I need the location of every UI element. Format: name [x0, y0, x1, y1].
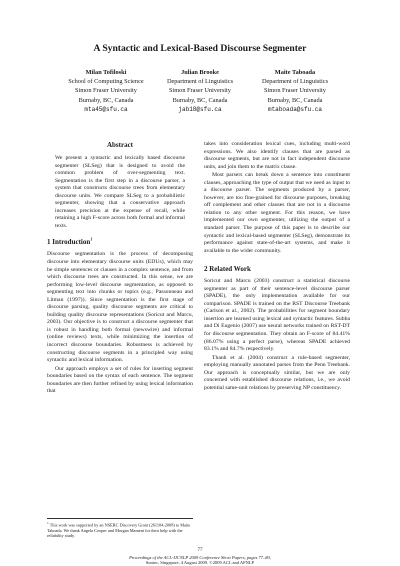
author-university: Simon Fraser University: [264, 87, 326, 95]
author-email: jab18@sfu.ca: [178, 105, 222, 113]
introduction-paragraph: Most parsers can break down a sentence into constituent clauses, approaching the type of output that we need as input to a discourse parser. The segments produced by a parser, however, are too fine-grained for discourse purposes, breaking off complement and other clauses that are not in a discourse relation to any other segment. For this reason, we have implemented our own segmenter, utilizing the output of a standard parser. The purpose of this paper is to describe our syntactic and lexical-based segmenter (SLSeg), demonstrate its performance against state-of-the-art systems, and make it available to the wider community.: [204, 172, 350, 254]
author-email: mtaboada@sfu.ca: [267, 105, 322, 113]
venue-line: Suntec, Singapore, 4 August 2009. ©2009 ACL and AFNLP: [145, 560, 255, 566]
introduction-paragraph: Our approach employs a set of rules for inserting segment boundaries based on the syntax of each sentence. The segment boundaries are then further refined by using lexical information that: [47, 365, 193, 395]
author-name: Maite Taboada: [274, 69, 316, 76]
author-affiliation: Department of Linguistics: [166, 78, 234, 86]
related-work-paragraph: Soricut and Marcu (2003) construct a statistical discourse segmenter as part of their sentence-level discourse parser (SPADE), the only implementation available for our comparison. SPADE is trained on the RST Discourse Treebank (Carlson et al., 2002). The probabilities for segment boundary insertion are learned using lexical and syntactic features. Subba and Di Eugenio (2007) use neural networks trained on RST-DT for discourse segmentation. They obtain an F-score of 84.41% (86.07% using a perfect parse), whereas SPADE achieved 83.1% and 84.7% respectively.: [204, 278, 350, 353]
introduction-paragraph: Discourse segmentation is the process of decomposing discourse into elementary discourse units (EDUs), which may be simple sentences or clauses in a complex sentence, and from which discourse trees are constructed. In this sense, we are performing low-level discourse segmentation, as opposed to segmenting text into chunks or topics (e.g., Passonneau and Litman (1997)). Since segmentation is the first stage of discourse parsing, quality discourse segments are critical to building quality discourse representations (Soricut and Marcu, 2003). Our objective is to construct a discourse segmenter that is robust in handling both formal (newswire) and informal (online reviews) texts, while minimizing the insertion of incorrect discourse boundaries. Robustness is achieved by constructing discourse segments in a principled way using syntactic and lexical information.: [47, 251, 193, 364]
author-name: Milan Tofiloski: [85, 69, 127, 76]
paper-title: A Syntactic and Lexical-Based Discourse Segmenter: [93, 43, 307, 54]
right-column: [204, 141, 350, 392]
author-block: [235, 68, 355, 114]
left-column: [47, 141, 193, 396]
author-affiliation: School of Computing Science: [68, 78, 144, 86]
page-footer: [0, 548, 400, 566]
author-location: Burnaby, BC, Canada: [267, 96, 323, 104]
abstract-text: We present a syntactic and lexically based discourse segmenter (SLSeg) that is designed to avoid the common problem of over-segmenting text. Segmentation is the first step in a discourse parser, a system that constructs discourse trees from elementary discourse units. We compare SLSeg to a probabilistic segmenter, showing that a conservative approach increases precision at the expense of recall, while retaining a high F-score across both formal and informal texts.: [55, 155, 185, 229]
related-work-paragraph: Thanh et al. (2004) construct a rule-based segmenter, employing manually annotated parses from the Penn Treebank. Our approach is conceptually similar, but we are only concerned with established discourse relations, i.e., we avoid potential same-unit relations by preserving NP constituency.: [204, 354, 350, 391]
author-affiliation: Department of Linguistics: [261, 78, 329, 86]
footnote-number: 1: [47, 521, 49, 525]
proceedings-line: Proceedings of the ACL-IJCNLP 2009 Conference Short Papers, pages 77–80,: [129, 554, 271, 560]
author-university: Simon Fraser University: [75, 87, 137, 95]
related-work-heading: 2 Related Work: [204, 265, 251, 274]
footnote: [47, 518, 193, 538]
footnote-text: This work was supported by an NSERC Discovery Grant (261104-2008) to Maite Taboada. We thank Angela Cooper and Morgan Mameni for their help with the reliability study.: [47, 522, 191, 538]
author-email: mta45@sfu.ca: [84, 105, 128, 113]
introduction-paragraph: takes into consideration lexical cues, including multi-word expressions. We also identify clauses that are parsed as discourse segments, but are not in fact independent discourse units, and join them to the matrix clause.: [204, 141, 350, 170]
introduction-heading: [47, 238, 193, 246]
page-number: 77: [197, 548, 203, 553]
author-name: Julian Brooke: [181, 69, 219, 76]
footnote-marker: 1: [90, 237, 93, 243]
author-university: Simon Fraser University: [169, 87, 231, 95]
author-location: Burnaby, BC, Canada: [172, 96, 228, 104]
introduction-heading-text: 1 Introduction: [47, 238, 91, 247]
abstract-heading: Abstract: [106, 141, 134, 149]
author-location: Burnaby, BC, Canada: [78, 96, 134, 104]
